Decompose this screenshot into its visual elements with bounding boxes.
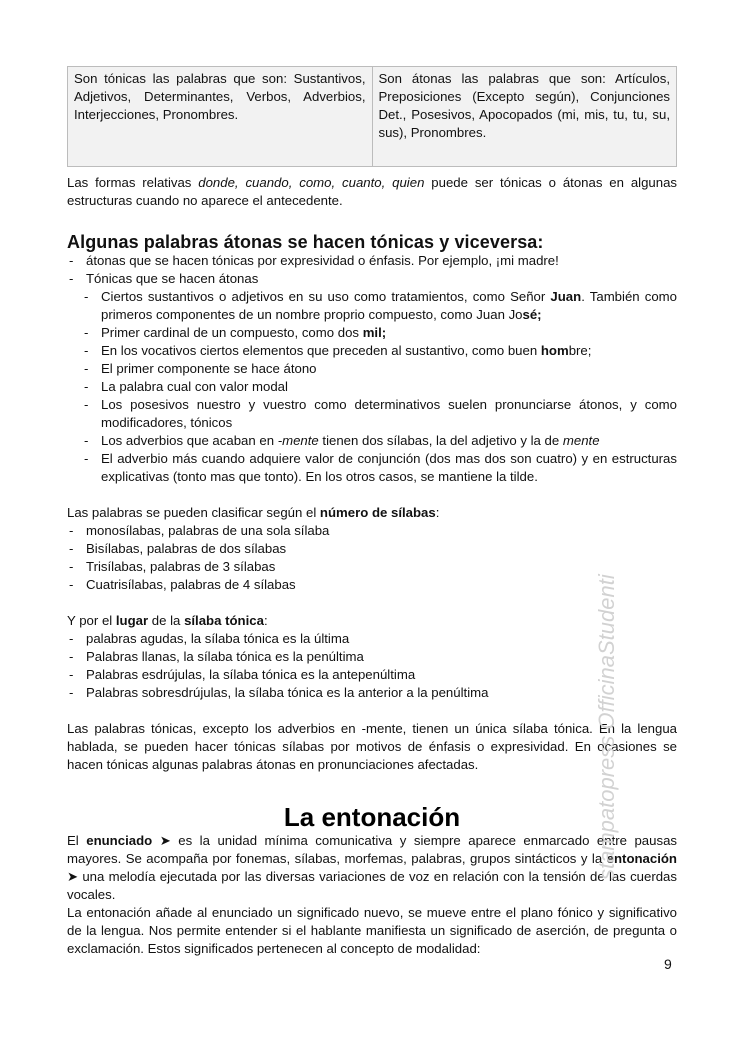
list-item: - Primer cardinal de un compuesto, como dos mil; xyxy=(67,324,677,342)
list-item: - Bisílabas, palabras de dos sílabas xyxy=(67,540,677,558)
list-item: - Palabras sobresdrújulas, la sílaba tónica es la anterior a la penúltima xyxy=(67,684,677,702)
list-item: - Trisílabas, palabras de 3 sílabas xyxy=(67,558,677,576)
atonic-sublist xyxy=(67,288,677,486)
tonic-atonic-table xyxy=(67,66,677,167)
section-heading: Algunas palabras átonas se hacen tónicas y viceversa: xyxy=(67,232,544,252)
relatives-italic: donde, cuando, como, cuanto, quien xyxy=(198,175,425,190)
tonic-paragraph: Las palabras tónicas, excepto los adverbios en -mente, tienen un única sílaba tónica. En la lengua hablada, se pueden hacer tónicas sílabas por motivos de énfasis o expresividad. En ocasiones se hacen tónicas algunas palabras átonas en pronunciaciones afectadas. xyxy=(67,721,677,772)
arrow-icon: ➤ xyxy=(152,833,171,848)
entonacion-paragraph-2: La entonación añade al enunciado un significado nuevo, se mueve entre el plano fónico y significativo de la lengua. Nos permite entender si el hablante manifiesta un significado de aserción, de pregunta o exclamación. Estos significados pertenecen al concepto de modalidad: xyxy=(67,905,677,956)
page-content xyxy=(67,66,677,958)
list-item: - El adverbio más cuando adquiere valor de conjunción (dos mas dos son cuatro) y en estructuras explicativas (tonto mas que tonto). En los otros casos, se mantiene la tilde. xyxy=(67,450,677,486)
list-item: - En los vocativos ciertos elementos que preceden al sustantivo, como buen hombre; xyxy=(67,342,677,360)
tonic-words-cell: Son tónicas las palabras que son: Sustantivos, Adjetivos, Determinantes, Verbos, Adverbios, Interjecciones, Pronombres. xyxy=(68,67,373,167)
tonic-change-list xyxy=(67,252,677,486)
arrow-icon: ➤ xyxy=(67,869,79,884)
list-item: - átonas que se hacen tónicas por expresividad o énfasis. Por ejemplo, ¡mi madre! xyxy=(67,252,677,270)
section-title: La entonación xyxy=(283,802,461,832)
list-item: - Los posesivos nuestro y vuestro como determinativos suelen pronunciarse átonos, y como modificadores, tónicos xyxy=(67,396,677,432)
syllables-intro: Las palabras se pueden clasificar según el número de sílabas: xyxy=(67,505,440,520)
list-item: - monosílabas, palabras de una sola sílaba xyxy=(67,522,677,540)
watermark: stampatopress OfficinaStudenti xyxy=(594,574,619,880)
atonic-words-cell: Son átonas las palabras que son: Artículos, Preposiciones (Excepto según), Conjunciones Det., Posesivos, Apocopados (mi, mis, tu, tu, su, sus), Pronombres. xyxy=(372,67,677,167)
stress-intro: Y por el lugar de la sílaba tónica: xyxy=(67,613,268,628)
list-item: - El primer componente se hace átono xyxy=(67,360,677,378)
list-item: - Cuatrisílabas, palabras de 4 sílabas xyxy=(67,576,677,594)
list-item: - Ciertos sustantivos o adjetivos en su uso como tratamientos, como Señor Juan. También como primeros componentes de un nombre proprio compuesto, como Juan José; xyxy=(67,288,677,324)
list-item: - Palabras esdrújulas, la sílaba tónica es la antepenúltima xyxy=(67,666,677,684)
list-item: - Tónicas que se hacen átonas - Ciertos sustantivos o adjetivos en su uso como tratamientos, como Señor Juan. También como primeros componentes de un nombre proprio compuesto, como Juan José; - Primer cardinal de un compuesto, como dos mil; - En los vocativos ciertos elementos que preceden al sustantivo, como buen hombre; - El primer componente se hace átono - La palabra cual con valor modal - Los posesivos nuestro y vuestro como determinativos suelen pronunciarse átonos, y como modificadores, tónicos - Los adverbios que acaban en -mente tienen dos sílabas, la del adjetivo y la de mente - El adverbio más cuando adquiere valor de conjunción (dos mas dos son cuatro) y en estructuras explicativas (tonto mas que tonto). En los otros casos, se mantiene la tilde. xyxy=(67,270,677,486)
list-item: - Palabras llanas, la sílaba tónica es la penúltima xyxy=(67,648,677,666)
page-number: 9 xyxy=(664,956,672,972)
list-item: - Los adverbios que acaban en -mente tienen dos sílabas, la del adjetivo y la de mente xyxy=(67,432,677,450)
list-item: - palabras agudas, la sílaba tónica es la última xyxy=(67,630,677,648)
list-item: - La palabra cual con valor modal xyxy=(67,378,677,396)
stress-list xyxy=(67,630,677,702)
entonacion-paragraph-1: El enunciado ➤ es la unidad mínima comunicativa y siempre aparece enmarcado entre pausas mayores. Se acompaña por fonemas, sílabas, morfemas, palabras, grupos sintácticos y la entonación ➤ una melodía ejecutada por las diversas variaciones de voz en relación con la tensión de las cuerdas vocales. xyxy=(67,833,677,902)
relatives-paragraph: Las formas relativas donde, cuando, como, cuanto, quien puede ser tónicas o átonas en algunas estructuras cuando no aparece el antecedente. xyxy=(67,175,678,208)
syllables-list xyxy=(67,522,677,594)
